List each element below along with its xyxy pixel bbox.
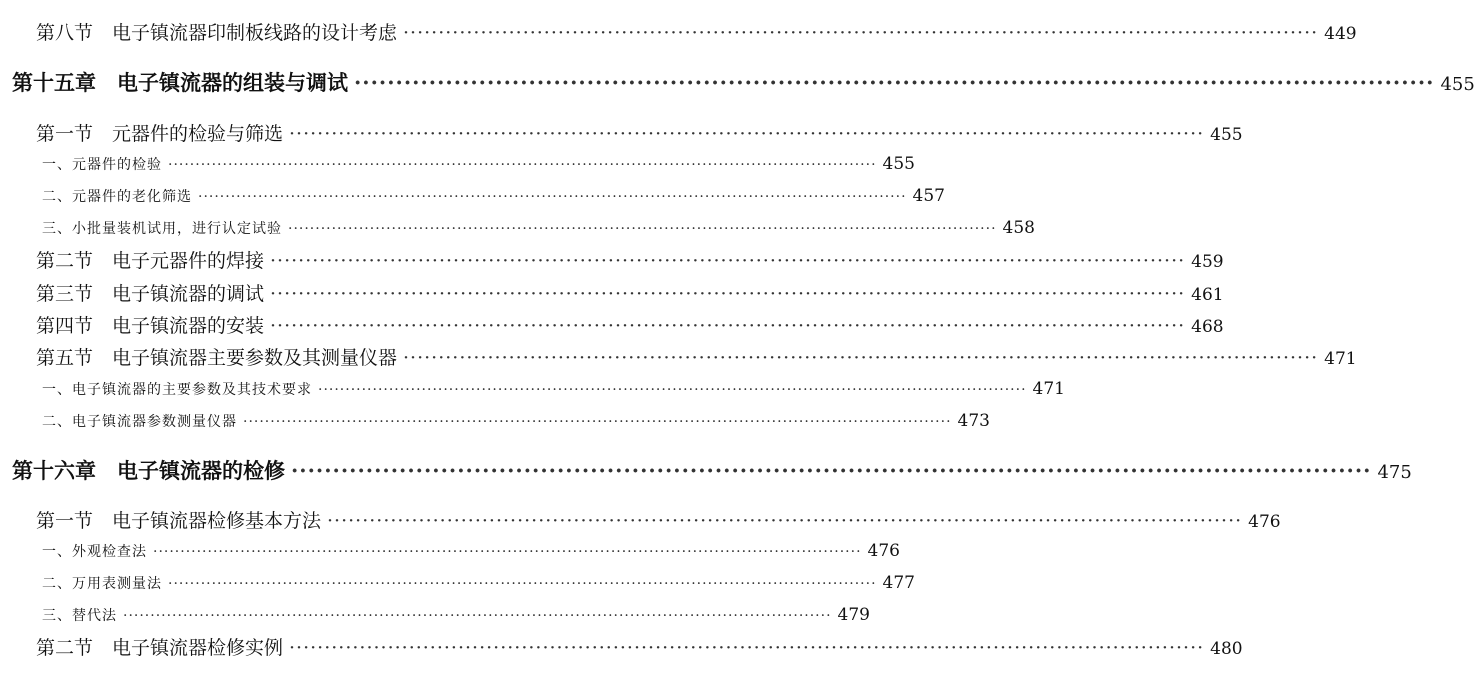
toc-entry-section [0, 633, 1243, 660]
toc-entry-title: 三、小批量装机试用，进行认定试验 [42, 221, 282, 237]
dot-leader [168, 157, 877, 173]
toc-entry-page: 455 [1440, 74, 1475, 95]
toc-entry-title: 第三节 电子镇流器的调试 [36, 283, 265, 305]
toc-entry-section [0, 311, 1224, 338]
toc-entry-subsection [0, 541, 900, 561]
dot-leader [270, 283, 1185, 305]
toc-entry-chapter [0, 67, 1475, 97]
dot-leader [270, 250, 1185, 272]
dot-leader [270, 315, 1185, 337]
toc-entry-chapter [0, 455, 1412, 485]
toc-entry-page: 461 [1191, 285, 1224, 305]
toc-entry-page: 473 [957, 411, 990, 431]
toc-entry-page: 471 [1032, 379, 1065, 399]
toc-entry-page: 480 [1210, 639, 1243, 659]
toc-entry-section [0, 279, 1224, 306]
dot-leader [198, 189, 907, 205]
dot-leader [243, 414, 952, 430]
toc-entry-title: 第四节 电子镇流器的安装 [36, 315, 265, 337]
toc-entry-subsection [0, 218, 1035, 238]
toc-entry-page: 457 [912, 186, 945, 206]
toc-entry-page: 476 [867, 541, 900, 561]
toc-entry-subsection [0, 605, 870, 625]
dot-leader [289, 123, 1204, 145]
toc-entry-section [0, 506, 1281, 533]
toc-entry-title: 一、外观检查法 [42, 544, 147, 560]
toc-entry-page: 455 [1210, 125, 1243, 145]
toc-entry-page: 449 [1324, 24, 1357, 44]
dot-leader [291, 458, 1371, 483]
toc-entry-section [0, 343, 1357, 370]
toc-entry-page: 476 [1248, 512, 1281, 532]
toc-entry-title: 三、替代法 [42, 608, 117, 624]
toc-entry-page: 455 [882, 154, 915, 174]
dot-leader [153, 544, 862, 560]
toc-entry-page: 471 [1324, 349, 1357, 369]
toc-entry-title: 二、电子镇流器参数测量仪器 [42, 414, 237, 430]
toc-entry-page: 468 [1191, 317, 1224, 337]
toc-entry-subsection [0, 186, 945, 206]
toc-entry-title: 二、万用表测量法 [42, 576, 162, 592]
toc-entry-title: 第十六章 电子镇流器的检修 [12, 458, 285, 483]
toc-entry-page: 477 [882, 573, 915, 593]
dot-leader [403, 22, 1318, 44]
toc-entry-page: 458 [1002, 218, 1035, 238]
toc-entry-subsection [0, 154, 915, 174]
toc-entry-title: 第五节 电子镇流器主要参数及其测量仪器 [36, 347, 398, 369]
toc-entry-subsection [0, 411, 990, 431]
dot-leader [327, 510, 1242, 532]
dot-leader [289, 637, 1204, 659]
toc-entry-title: 第一节 电子镇流器检修基本方法 [36, 510, 322, 532]
dot-leader [288, 221, 997, 237]
dot-leader [354, 70, 1434, 95]
toc-entry-page: 479 [837, 605, 870, 625]
dot-leader [318, 382, 1027, 398]
toc-entry-title: 二、元器件的老化筛选 [42, 189, 192, 205]
toc-entry-title: 一、元器件的检验 [42, 157, 162, 173]
toc-entry-subsection [0, 379, 1065, 399]
dot-leader [123, 608, 832, 624]
toc-entry-section [0, 119, 1243, 146]
toc-entry-title: 第八节 电子镇流器印制板线路的设计考虑 [36, 22, 398, 44]
toc-entry-title: 第十五章 电子镇流器的组装与调试 [12, 70, 348, 95]
toc-entry-page: 459 [1191, 252, 1224, 272]
toc-entry-section [0, 18, 1357, 45]
toc-entry-title: 第二节 电子镇流器检修实例 [36, 637, 284, 659]
toc-entry-section [0, 246, 1224, 273]
dot-leader [168, 576, 877, 592]
toc-entry-subsection [0, 573, 915, 593]
toc-entry-page: 475 [1377, 462, 1412, 483]
toc-entry-title: 第一节 元器件的检验与筛选 [36, 123, 284, 145]
dot-leader [403, 347, 1318, 369]
toc-entry-title: 第二节 电子元器件的焊接 [36, 250, 265, 272]
toc-entry-title: 一、电子镇流器的主要参数及其技术要求 [42, 382, 312, 398]
